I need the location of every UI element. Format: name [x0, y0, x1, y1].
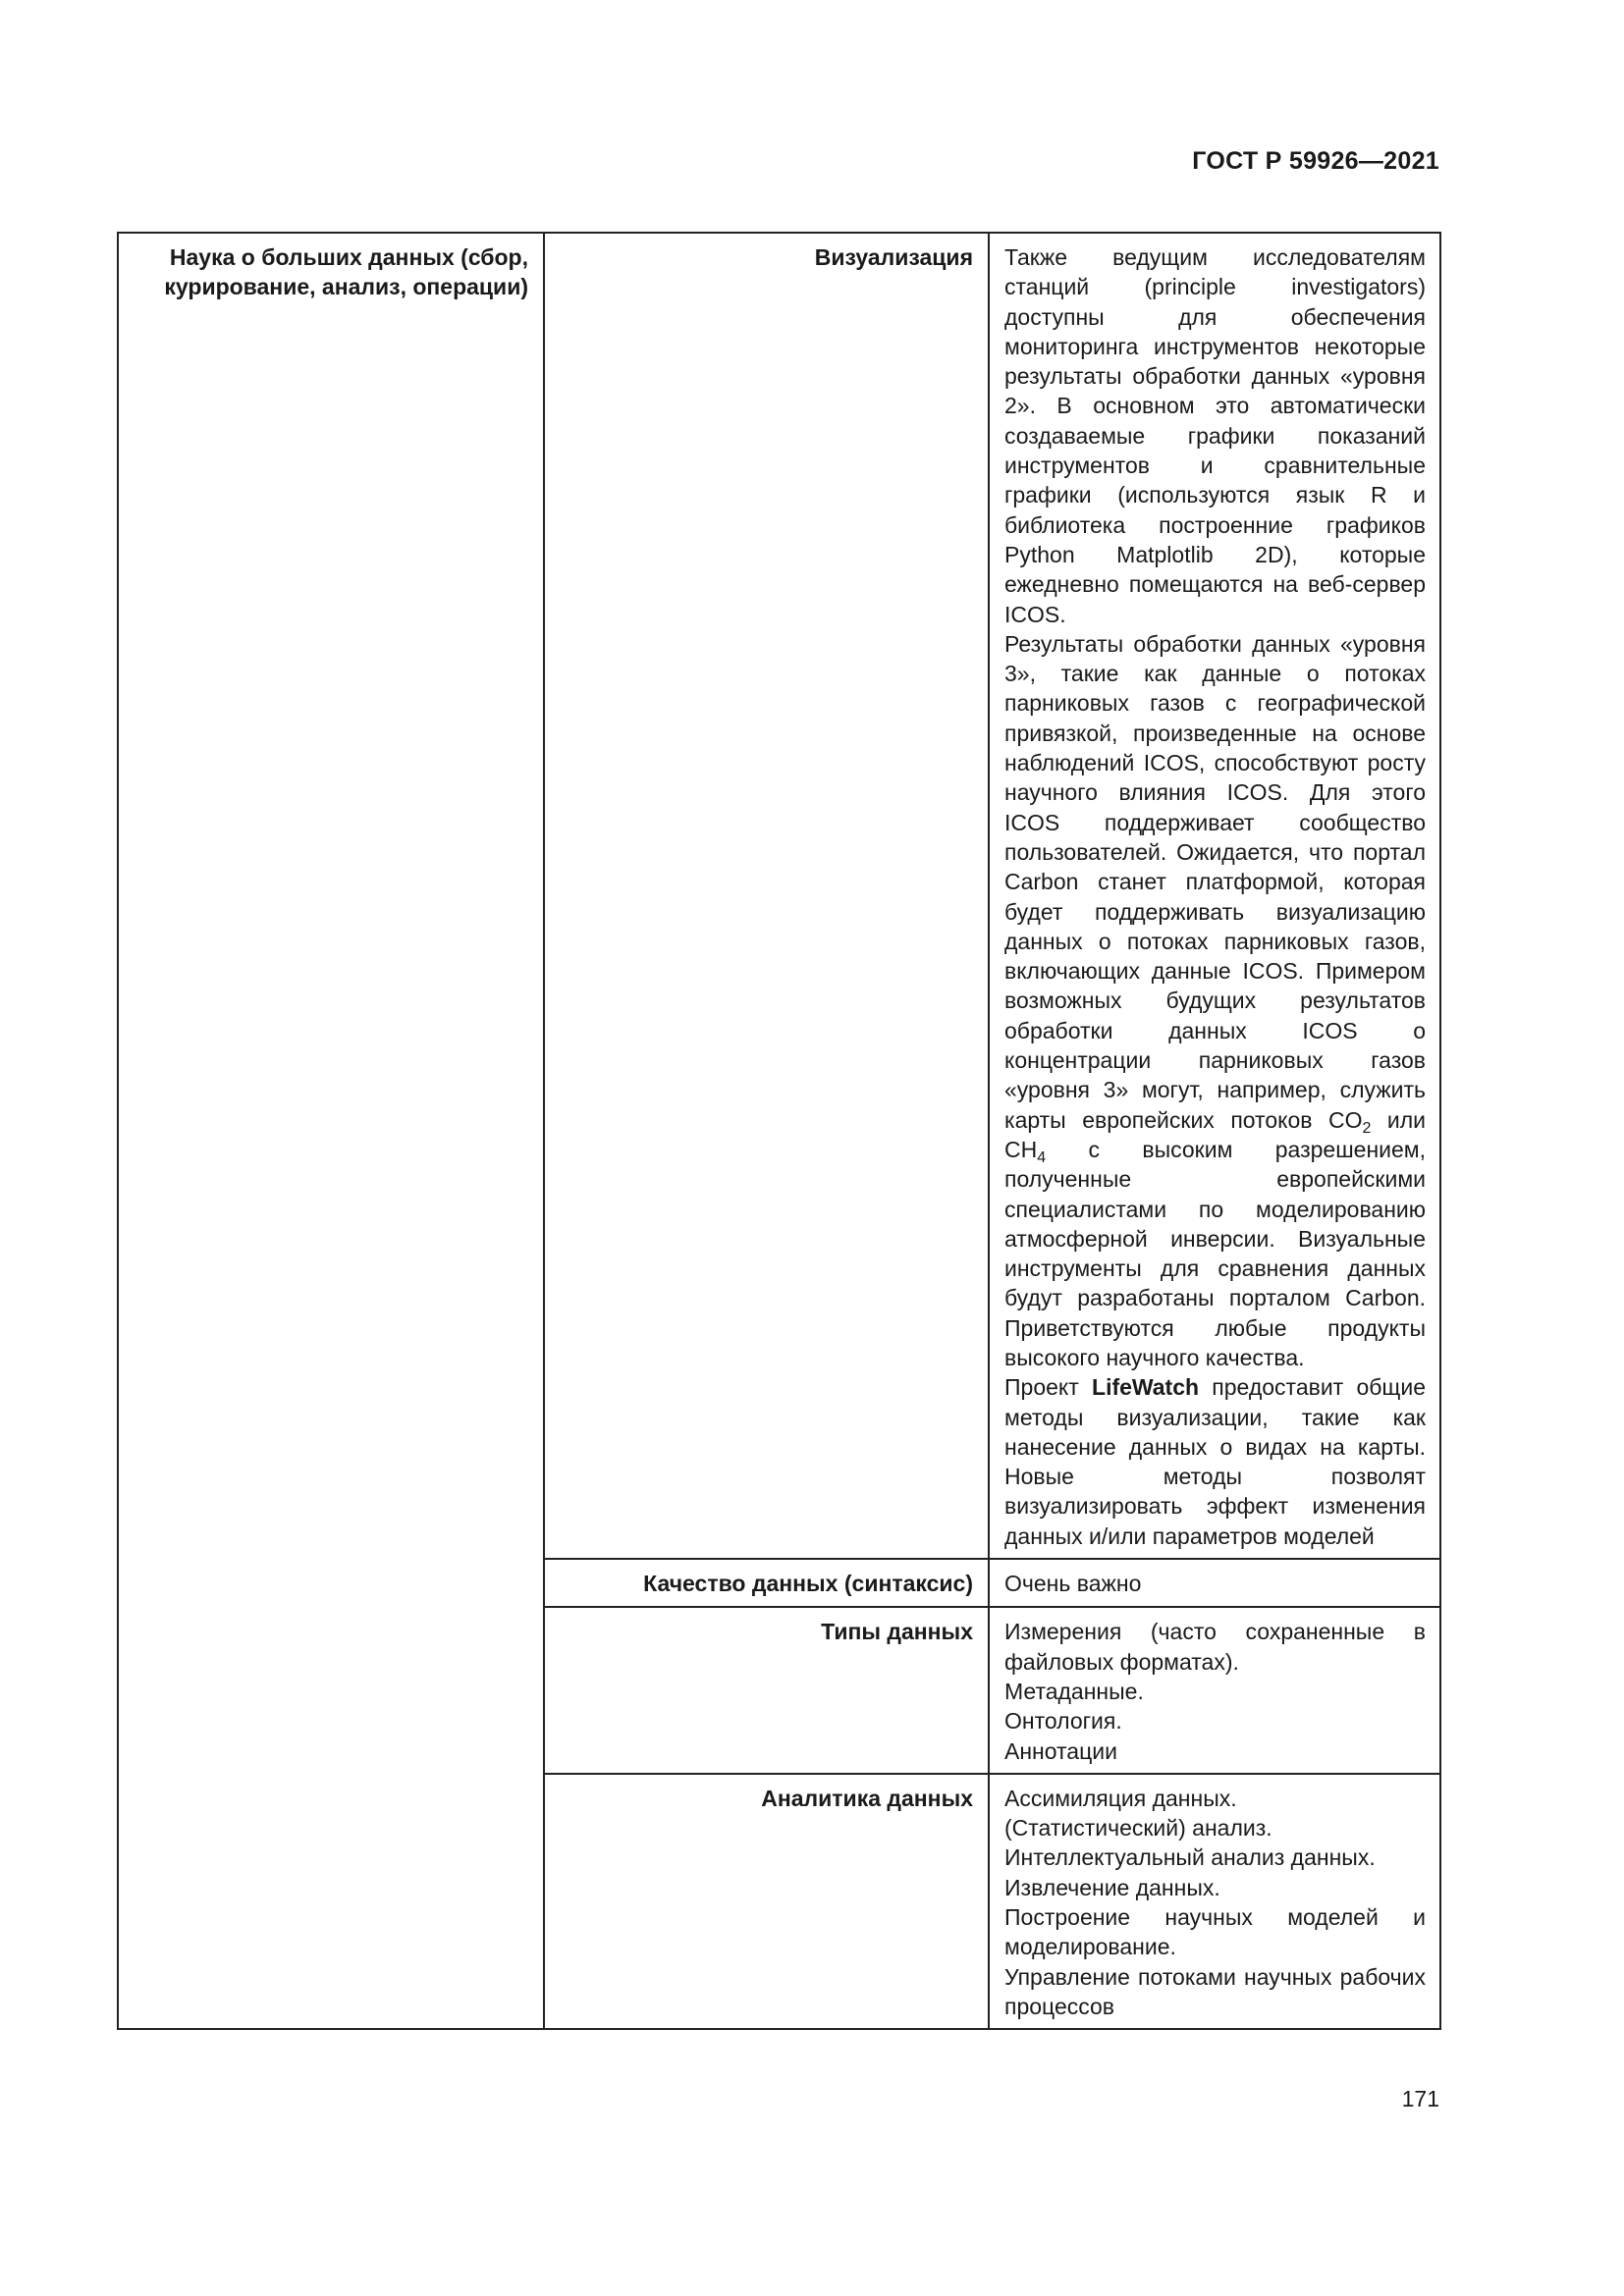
list-item: Аннотации: [1004, 1737, 1117, 1764]
paragraph-level2: Также ведущим исследователям станций (principle investigators) доступны для обеспечения мониторинга инструментов некоторые результаты обработки данных «уровня 2». В основном это автоматически создаваемые графики показаний инструментов и сравнительные графики (используются язык R и библиотека построенние графиков Python Matplotlib 2D), которые ежедневно помещаются на веб-сервер ICOS.: [1004, 244, 1426, 627]
lifewatch-name: LifeWatch: [1092, 1374, 1200, 1401]
list-item: Управление потоками научных рабочих процессов: [1004, 1963, 1426, 2019]
list-item: Онтология.: [1004, 1708, 1122, 1735]
row-label-data-analytics: Аналитика данных: [761, 1785, 973, 1811]
co2-subscript: 2: [1362, 1119, 1372, 1137]
list-item: Ассимиляция данных.: [1004, 1785, 1237, 1811]
list-item: Интеллектуальный анализ данных.: [1004, 1844, 1376, 1871]
list-item: Извлечение данных.: [1004, 1874, 1220, 1900]
row-label-cell: [544, 1774, 989, 2029]
list-item: Измерения (часто сохраненные в файловых форматах).: [1004, 1619, 1426, 1675]
row-label-data-quality: Качество данных (синтаксис): [643, 1571, 973, 1597]
page-number: 171: [1401, 2086, 1439, 2111]
row-label-visualization: Визуализация: [814, 244, 973, 270]
group-label-cell: [118, 233, 544, 2029]
ch4-subscript: 4: [1037, 1148, 1047, 1166]
row-label-cell: [544, 1559, 989, 1607]
row-label-cell: [544, 233, 989, 1559]
row-label-data-types: Типы данных: [821, 1619, 973, 1645]
paragraph-level3: Результаты обработки данных «уровня 3», такие как данные о потоках парниковых газов с географической привязкой, произведенные на основе наблюдений ICOS, способствуют росту научного влияния ICOS. Для этого ICOS поддерживает сообщество пользователей. Ожидается, что портал Carbon станет платформой, которая будет поддерживать визуализацию данных о потоках парниковых газов, включающих данные ICOS. Примером возможных будущих результатов обработки данных ICOS о концентрации парниковых газов «уровня 3» могут, например, служить карты европейских потоков $CO_2$ или $CH_4$ с высоким разрешением, полученные европейскими специалистами по моделированию атмосферной инверсии. Визуальные инструменты для сравнения данных будут разработаны порталом Carbon. Приветствуются любые продукты высокого научного качества.: [1004, 630, 1426, 1370]
paragraph-lifewatch: Проект LifeWatch предоставит общие методы визуализации, такие как нанесение данных о видах на карты. Новые методы позволят визуализировать эффект изменения данных и/или параметров моделей: [1004, 1374, 1426, 1549]
list-item: (Статистический) анализ.: [1004, 1815, 1272, 1842]
row-content-data-quality: [989, 1559, 1440, 1607]
list-item: Метаданные.: [1004, 1678, 1144, 1704]
row-content-data-types: [989, 1607, 1440, 1773]
list-item: Построение научных моделей и моделирование.: [1004, 1904, 1426, 1960]
row-content-data-analytics: [989, 1774, 1440, 2029]
list-item: Очень важно: [1004, 1571, 1142, 1597]
row-content-visualization: [989, 233, 1440, 1559]
row-label-cell: [544, 1607, 989, 1773]
requirements-table: [117, 232, 1441, 2030]
table-row-visualization: [118, 233, 1440, 1559]
document-code: ГОСТ Р 59926—2021: [1192, 147, 1439, 175]
group-label: Наука о больших данных (сбор, курирование, анализ, операции): [164, 244, 528, 300]
